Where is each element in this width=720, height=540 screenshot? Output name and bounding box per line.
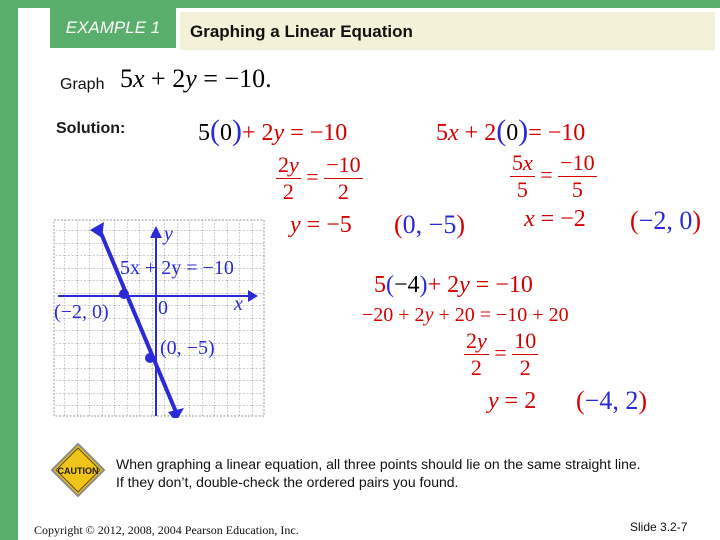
step3-substitution: 5(−4)+ 2y = −10: [374, 272, 533, 298]
copyright: Copyright © 2012, 2008, 2004 Pearson Education, Inc.: [34, 523, 299, 537]
left-accent-bar: [0, 0, 18, 540]
example-label: EXAMPLE 1: [50, 8, 176, 48]
point-a: [119, 289, 129, 299]
step2-substitution: 5x + 2(0)= −10: [436, 114, 586, 147]
caution-sign-text: CAUTION: [57, 466, 99, 476]
line-graph: [52, 218, 272, 418]
caution-sign-icon: [50, 442, 106, 498]
step2-division: $\frac{5x}{5}$ = $\frac{-10}{5}$: [512, 150, 595, 202]
page-title: Graphing a Linear Equation: [190, 22, 413, 41]
caution-note: When graphing a linear equation, all three points should lie on the same straight line. If they don’t, double-check the ordered pairs you found.: [116, 456, 641, 490]
slide-number: Slide 3.2-7: [630, 520, 688, 534]
y-axis-label: y: [164, 223, 173, 245]
graph-word: Graph: [60, 76, 105, 93]
step1-division: $\frac{2y}{2}$ = $\frac{-10}{2}$: [278, 152, 361, 204]
point-b: [145, 353, 155, 363]
top-accent-band: [18, 0, 720, 8]
graph-equation-label: 5x + 2y = −10: [120, 257, 234, 279]
point-b-label: (0, −5): [160, 337, 215, 359]
origin-label: 0: [158, 297, 168, 319]
step3-add: −20 + 2y + 20 = −10 + 20: [362, 304, 569, 326]
step3-result: y = 2: [488, 388, 537, 414]
problem-equation: 5x + 2y = −10.: [120, 64, 272, 93]
point-b-pair: (0, −5): [394, 210, 466, 239]
step1-result: y = −5: [290, 212, 352, 238]
step2-result: x = −2: [524, 206, 586, 232]
x-axis-label: x: [234, 293, 243, 315]
step1-substitution: 5(0)+ 2y = −10: [198, 114, 348, 147]
step3-division: $\frac{2y}{2}$ = $\frac{10}{2}$: [466, 328, 537, 380]
point-a-pair: (−2, 0): [630, 206, 702, 235]
point-a-label: (−2, 0): [54, 301, 109, 323]
solution-label: Solution:: [56, 120, 126, 137]
point-c-pair: (−4, 2): [576, 386, 648, 415]
